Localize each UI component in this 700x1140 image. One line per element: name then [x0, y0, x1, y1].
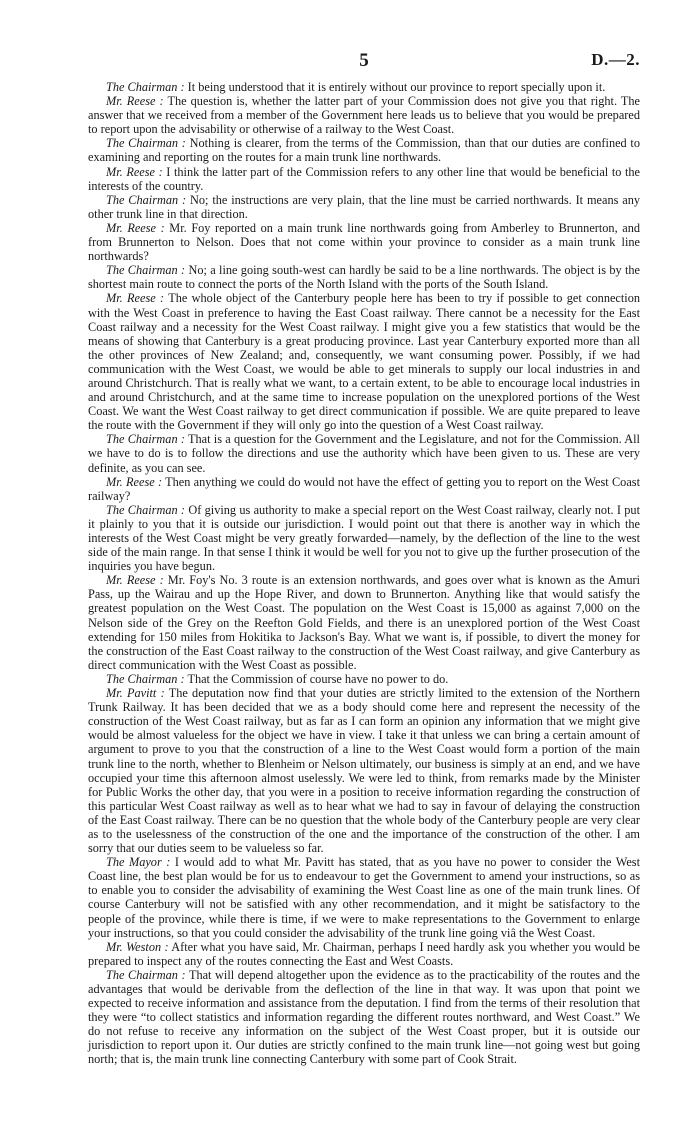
- paragraph: [88, 573, 640, 672]
- paragraph-text: Nothing is clearer, from the terms of the Commission, than that our duties are confined to examining and reporting on the routes for a main trunk line northwards.: [88, 136, 640, 165]
- paragraph: [88, 193, 640, 221]
- paragraph-text: That the Commission of course have no power to do.: [187, 671, 449, 686]
- speaker-name: The Chairman :: [106, 502, 186, 517]
- paragraph: [88, 80, 640, 94]
- paragraph-text: I think the latter part of the Commission refers to any other line that would be beneficial to the interests of the country.: [88, 164, 640, 193]
- paragraph: [88, 503, 640, 573]
- paragraph-text: Mr. Foy's No. 3 route is an extension northwards, and goes over what is known as the Amuri Pass, up the Wairau and up the Hope River, and down to Brunnerton. Anything like that would satisfy the greatest population on the West Coast. The population on the West Coast is 15,000 as against 7,000 on the Nelson side of the Grey on the Reefton Gold Fields, and there is an unexplored portion of the West Coast extending for 150 miles from Hokitika to Jackson's Bay. What we want is, if possible, to divert the money for the construction of the East Coast railway to the construction of the West Coast railway, and give Canterbury as direct communication with the West Coast as possible.: [88, 573, 641, 672]
- page-body: [88, 80, 640, 1067]
- paragraph: [88, 475, 640, 503]
- speaker-name: The Chairman :: [106, 263, 186, 278]
- speaker-name: The Chairman :: [106, 967, 186, 982]
- page-header: [88, 50, 640, 72]
- paragraph-text: The deputation now find that your duties are strictly limited to the extension of the Northern Trunk Railway. It has been decided that we as a body should come here and represent the necessity of the construction of the West Coast railway, but as far as I can form an opinion any information that we might give would be almost valueless for the object we have in view. I take it that unless we can bring a certain amount of argument to prove to you that the construction of a line to the West Coast would form a portion of the main trunk line to the north, whether to Blenheim or Nelson ultimately, our business is simply at an end, and we have occupied your time this afternoon almost uselessly. We were led to think, from remarks made by the Minister for Public Works the other day, that you were in a position to receive information regarding the construction of this particular West Coast railway as well as to hear what we had to say in favour of delaying the construction of the East Coast railway. There can be no question that the whole body of the Canterbury people are very clear as to the uselessness of the construction of the one and the importance of the construction of the other. I am sorry that our duties seem to be valueless so far.: [88, 686, 640, 856]
- paragraph: [88, 263, 640, 291]
- speaker-name: The Mayor :: [106, 855, 171, 870]
- document-reference: D.—2.: [591, 50, 640, 69]
- paragraph: [88, 855, 640, 940]
- speaker-name: The Chairman :: [106, 192, 187, 207]
- paragraph: [88, 165, 640, 193]
- speaker-name: The Chairman :: [106, 136, 186, 151]
- paragraph: [88, 221, 640, 263]
- page-number: 5: [359, 50, 369, 71]
- speaker-name: Mr. Reese :: [106, 291, 165, 306]
- paragraph-text: After what you have said, Mr. Chairman, perhaps I need hardly ask you whether you would be prepared to inspect any of the routes connecting the East and West Coasts.: [88, 939, 640, 968]
- speaker-name: Mr. Reese :: [106, 474, 163, 489]
- paragraph-text: No; a line going south-west can hardly be said to be a line northwards. The object is by the shortest main route to connect the ports of the North Island with the ports of the South Island.: [88, 263, 641, 292]
- paragraph-text: Of giving us authority to make a special report on the West Coast railway, clearly not. I put it plainly to you that it is outside our jurisdiction. I would point out that there is another way in which the interests of the West Coast might be very greatly forwarded—namely, by the deflection of the line to the west side of the main range. In that sense I think it would be well for you not to give up the further prosecution of the inquiries you have begun.: [88, 502, 640, 574]
- paragraph-text: The question is, whether the latter part of your Commission does not give you that right. The answer that we received from a member of the Government here leads us to believe that you would be prepared to report upon the advisability or otherwise of a railway to the West Coast.: [88, 94, 640, 137]
- speaker-name: Mr. Weston :: [106, 939, 169, 954]
- paragraph-text: No; the instructions are very plain, that the line must be carried northwards. It means any other trunk line in that direction.: [88, 192, 640, 221]
- speaker-name: Mr. Pavitt :: [106, 686, 165, 701]
- paragraph: [88, 672, 640, 686]
- speaker-name: Mr. Reese :: [106, 573, 164, 588]
- speaker-name: The Chairman :: [106, 80, 185, 94]
- paragraph: [88, 136, 640, 164]
- speaker-name: The Chairman :: [106, 432, 185, 447]
- paragraph: [88, 686, 640, 855]
- speaker-name: Mr. Reese :: [106, 220, 165, 235]
- paragraph: [88, 432, 640, 474]
- speaker-name: Mr. Reese :: [106, 94, 164, 109]
- paragraph: [88, 940, 640, 968]
- speaker-name: The Chairman :: [106, 671, 185, 686]
- paragraph-text: That will depend altogether upon the evidence as to the practicability of the routes and the advantages that would be derivable from the deflection of the line in that way. It was upon that point we expected to receive information and assistance from the deputation. I find from the terms of their resolution that they were “to collect statistics and information regarding the different routes northward, and West Coast.” We do not refuse to receive any information on the subject of the West Coast proper, but it is outside our jurisdiction to report upon it. Our duties are strictly confined to the main trunk line—not going west but going north; that is, the main trunk line connecting Canterbury with some part of Cook Strait.: [88, 967, 640, 1067]
- speaker-name: Mr. Reese :: [106, 164, 163, 179]
- paragraph-text: Mr. Foy reported on a main trunk line northwards going from Amberley to Brunnerton, and from Brunnerton to Nelson. Does that not come within your province to consider as a main trunk line northwards?: [88, 220, 641, 264]
- paragraph: [88, 291, 640, 432]
- paragraph-text: The whole object of the Canterbury people here has been to try if possible to get connection with the West Coast in preference to having the East Coast railway. There cannot be a necessity for the East Coast railway and a necessity for the West Coast railway. I might give you a few statistics that would be the means of showing that Canterbury is a great producing province. Last year Canterbury exported more than all the other provinces of New Zealand; and, consequently, we want consuming power. Possibly, if we had communication with the West Coast, we would be able to get minerals to supply our local industries in and around Christchurch. That is really what we want, to a certain extent, to be able to encourage local industries in and around Christchurch, and at the same time to increase population on the unexplored portions of the West Coast. We want the West Coast railway to get direct communication if possible. We are quite prepared to leave the route with the Government if they will only go into the question of a West Coast railway.: [88, 291, 641, 433]
- paragraph-text: I would add to what Mr. Pavitt has stated, that as you have no power to consider the West Coast line, the best plan would be for us to endeavour to get the Government to amend your instructions, so as to enable you to consider the advisability of examining the West Coast line as one of the main trunk lines. Of course Canterbury will not be satisfied with any other recommendation, and it might be satisfactory to the people of the province, while there is time, if we were to make representations to the Government to enlarge your instructions, so that you could consider the advisability of the trunk line going viâ the West Coast.: [88, 855, 640, 940]
- paragraph-text: Then anything we could do would not have the effect of getting you to report on the West Coast railway?: [88, 474, 640, 503]
- paragraph-text: That is a question for the Government and the Legislature, and not for the Commission. All we have to do is to follow the directions and use the authority which have been given to us. These are very definite, as you can see.: [88, 432, 640, 475]
- paragraph: [88, 968, 640, 1067]
- paragraph-text: It being understood that it is entirely without our province to report specially upon it.: [187, 80, 606, 94]
- paragraph: [88, 94, 640, 136]
